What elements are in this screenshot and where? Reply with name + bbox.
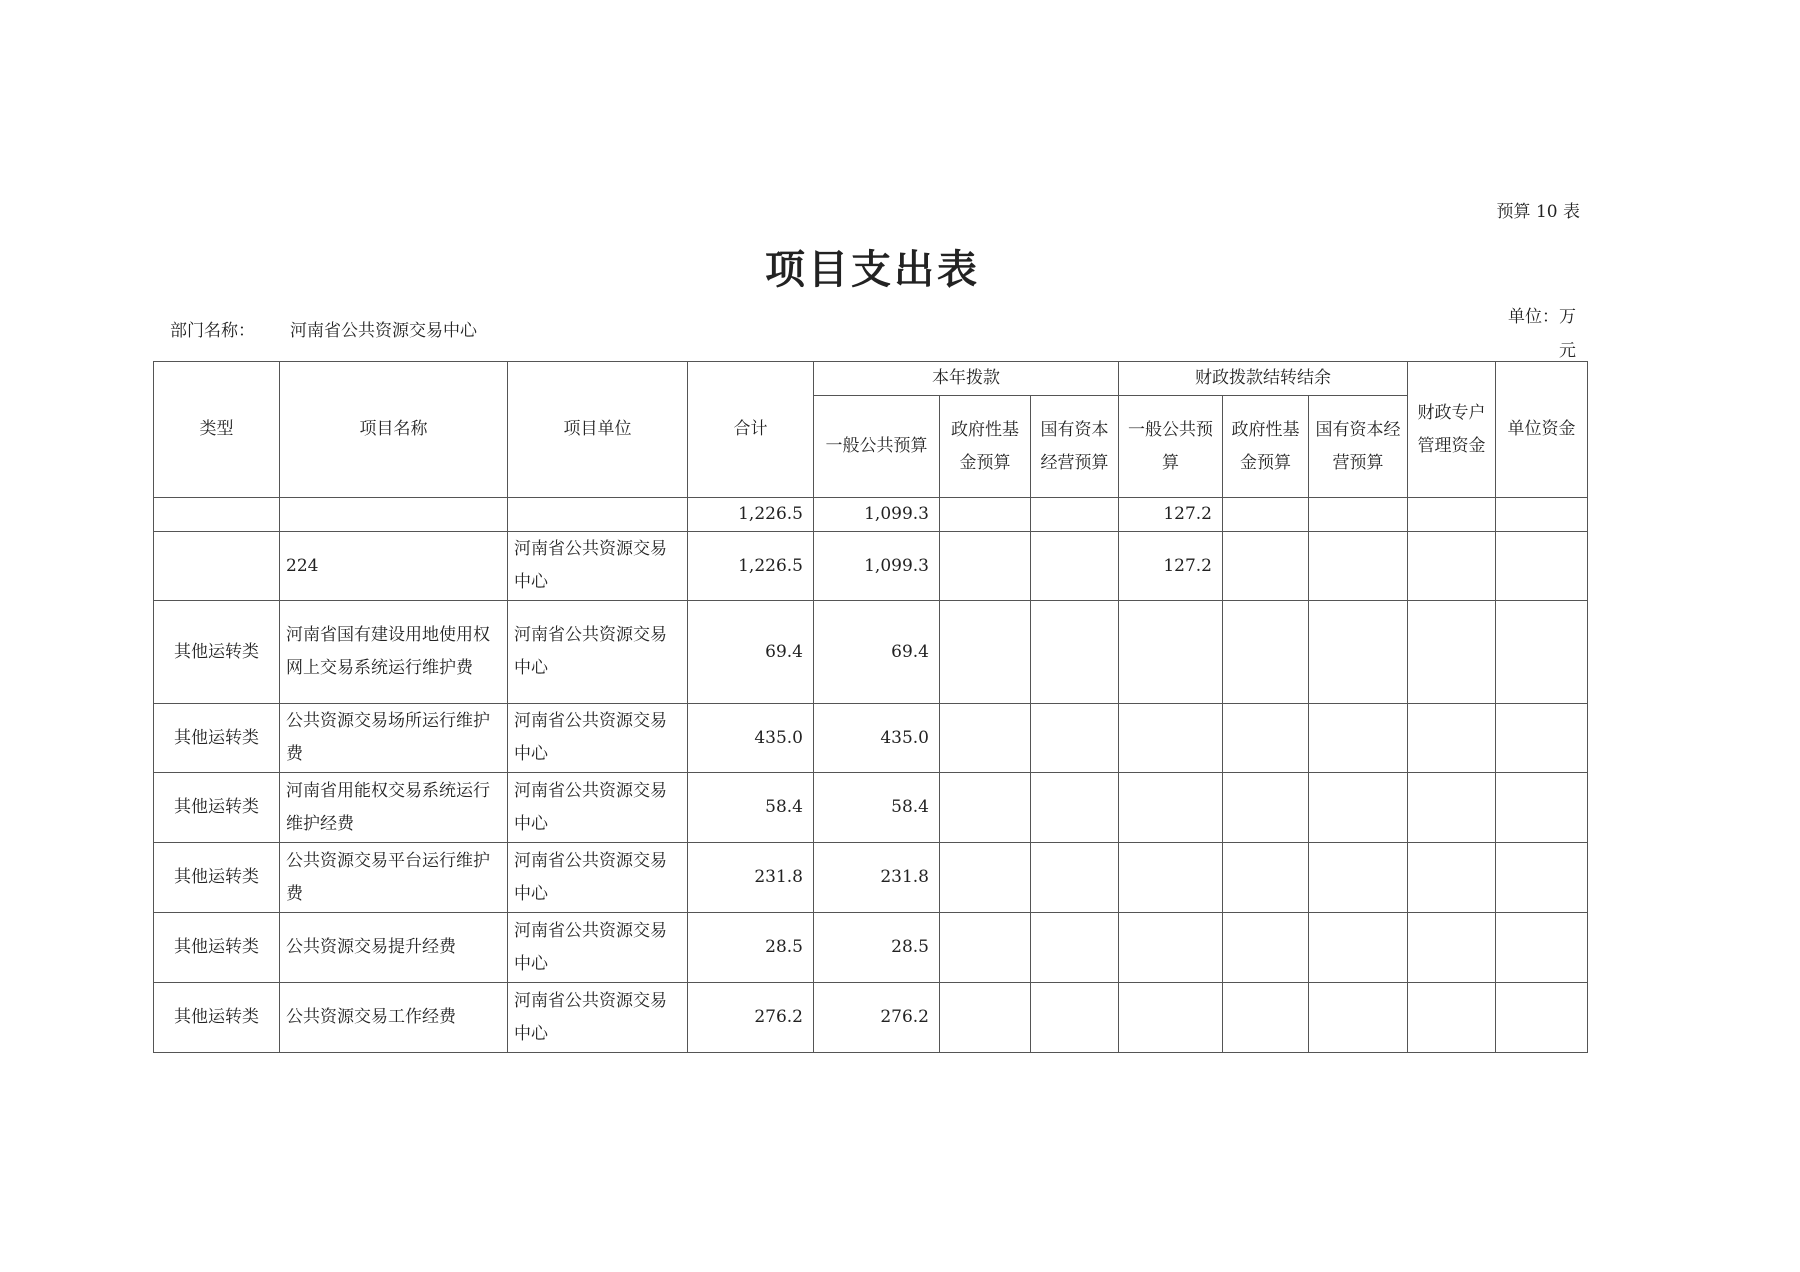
unit-label bbox=[1480, 300, 1576, 368]
table-row bbox=[154, 498, 1588, 532]
cell-general: 69.4 bbox=[814, 601, 940, 704]
cell-total: 435.0 bbox=[688, 704, 814, 773]
unit-label-line1: 单位：万 bbox=[1508, 307, 1576, 327]
cell-general: 276.2 bbox=[814, 983, 940, 1053]
department-label: 部门名称： bbox=[170, 321, 255, 341]
cell-total: 28.5 bbox=[688, 913, 814, 983]
cell-unit: 河南省公共资源交易中心 bbox=[508, 532, 688, 601]
cell-unit: 河南省公共资源交易中心 bbox=[508, 983, 688, 1053]
cell-unit: 河南省公共资源交易中心 bbox=[508, 843, 688, 913]
cell-total: 231.8 bbox=[688, 843, 814, 913]
header-general-budget: 一般公共预算 bbox=[814, 396, 940, 498]
table-row bbox=[154, 704, 1588, 773]
table-row bbox=[154, 532, 1588, 601]
table-row bbox=[154, 843, 1588, 913]
header-row-1 bbox=[154, 362, 1588, 396]
cell-type: 其他运转类 bbox=[154, 704, 280, 773]
cell-unit: 河南省公共资源交易中心 bbox=[508, 913, 688, 983]
cell-unit: 河南省公共资源交易中心 bbox=[508, 704, 688, 773]
header-special-fund: 财政专户管理资金 bbox=[1408, 362, 1496, 498]
cell-unit: 河南省公共资源交易中心 bbox=[508, 773, 688, 843]
department-value: 河南省公共资源交易中心 bbox=[290, 321, 477, 341]
unit-label-line2: 元 bbox=[1559, 341, 1576, 361]
cell-unit: 河南省公共资源交易中心 bbox=[508, 601, 688, 704]
document-number: 预算 10 表 bbox=[1496, 202, 1580, 222]
cell-type: 其他运转类 bbox=[154, 983, 280, 1053]
cell-name: 公共资源交易工作经费 bbox=[280, 983, 508, 1053]
cell-general: 435.0 bbox=[814, 704, 940, 773]
header-project-unit: 项目单位 bbox=[508, 362, 688, 498]
header-unit-fund: 单位资金 bbox=[1496, 362, 1588, 498]
header-type: 类型 bbox=[154, 362, 280, 498]
cell-general: 1,099.3 bbox=[814, 532, 940, 601]
cell-type: 其他运转类 bbox=[154, 913, 280, 983]
header-gov-fund-carryover: 政府性基金预算 bbox=[1223, 396, 1309, 498]
cell-general: 28.5 bbox=[814, 913, 940, 983]
table-row bbox=[154, 913, 1588, 983]
cell-name: 河南省国有建设用地使用权网上交易系统运行维护费 bbox=[280, 601, 508, 704]
header-total: 合计 bbox=[688, 362, 814, 498]
cell-total: 1,226.5 bbox=[688, 498, 814, 532]
cell-carry-general bbox=[1119, 601, 1223, 704]
cell-name: 公共资源交易场所运行维护费 bbox=[280, 704, 508, 773]
header-gov-fund: 政府性基金预算 bbox=[940, 396, 1031, 498]
header-current-year: 本年拨款 bbox=[814, 362, 1119, 396]
header-state-capital-carryover: 国有资本经营预算 bbox=[1309, 396, 1408, 498]
cell-type: 其他运转类 bbox=[154, 843, 280, 913]
header-general-budget-carryover: 一般公共预算 bbox=[1119, 396, 1223, 498]
cell-general: 231.8 bbox=[814, 843, 940, 913]
department-line bbox=[170, 316, 477, 341]
cell-type: 其他运转类 bbox=[154, 773, 280, 843]
cell-name: 公共资源交易平台运行维护费 bbox=[280, 843, 508, 913]
cell-name: 河南省用能权交易系统运行维护经费 bbox=[280, 773, 508, 843]
cell-carry-general bbox=[1119, 773, 1223, 843]
cell-carry-general bbox=[1119, 913, 1223, 983]
cell-carry-general: 127.2 bbox=[1119, 532, 1223, 601]
cell-carry-general bbox=[1119, 983, 1223, 1053]
cell-total: 1,226.5 bbox=[688, 532, 814, 601]
cell-general: 1,099.3 bbox=[814, 498, 940, 532]
cell-name bbox=[280, 498, 508, 532]
table-row bbox=[154, 983, 1588, 1053]
header-carryover: 财政拨款结转结余 bbox=[1119, 362, 1408, 396]
cell-type bbox=[154, 532, 280, 601]
cell-type: 其他运转类 bbox=[154, 601, 280, 704]
page-title: 项目支出表 bbox=[765, 247, 980, 293]
table-row bbox=[154, 773, 1588, 843]
cell-name: 224 bbox=[280, 532, 508, 601]
cell-type bbox=[154, 498, 280, 532]
header-project-name: 项目名称 bbox=[280, 362, 508, 498]
cell-total: 276.2 bbox=[688, 983, 814, 1053]
cell-total: 58.4 bbox=[688, 773, 814, 843]
cell-name: 公共资源交易提升经费 bbox=[280, 913, 508, 983]
cell-unit bbox=[508, 498, 688, 532]
project-expenditure-table bbox=[153, 361, 1588, 1053]
cell-carry-general bbox=[1119, 704, 1223, 773]
header-state-capital: 国有资本经营预算 bbox=[1031, 396, 1119, 498]
cell-general: 58.4 bbox=[814, 773, 940, 843]
cell-total: 69.4 bbox=[688, 601, 814, 704]
cell-carry-general bbox=[1119, 843, 1223, 913]
table-row bbox=[154, 601, 1588, 704]
cell-carry-general: 127.2 bbox=[1119, 498, 1223, 532]
